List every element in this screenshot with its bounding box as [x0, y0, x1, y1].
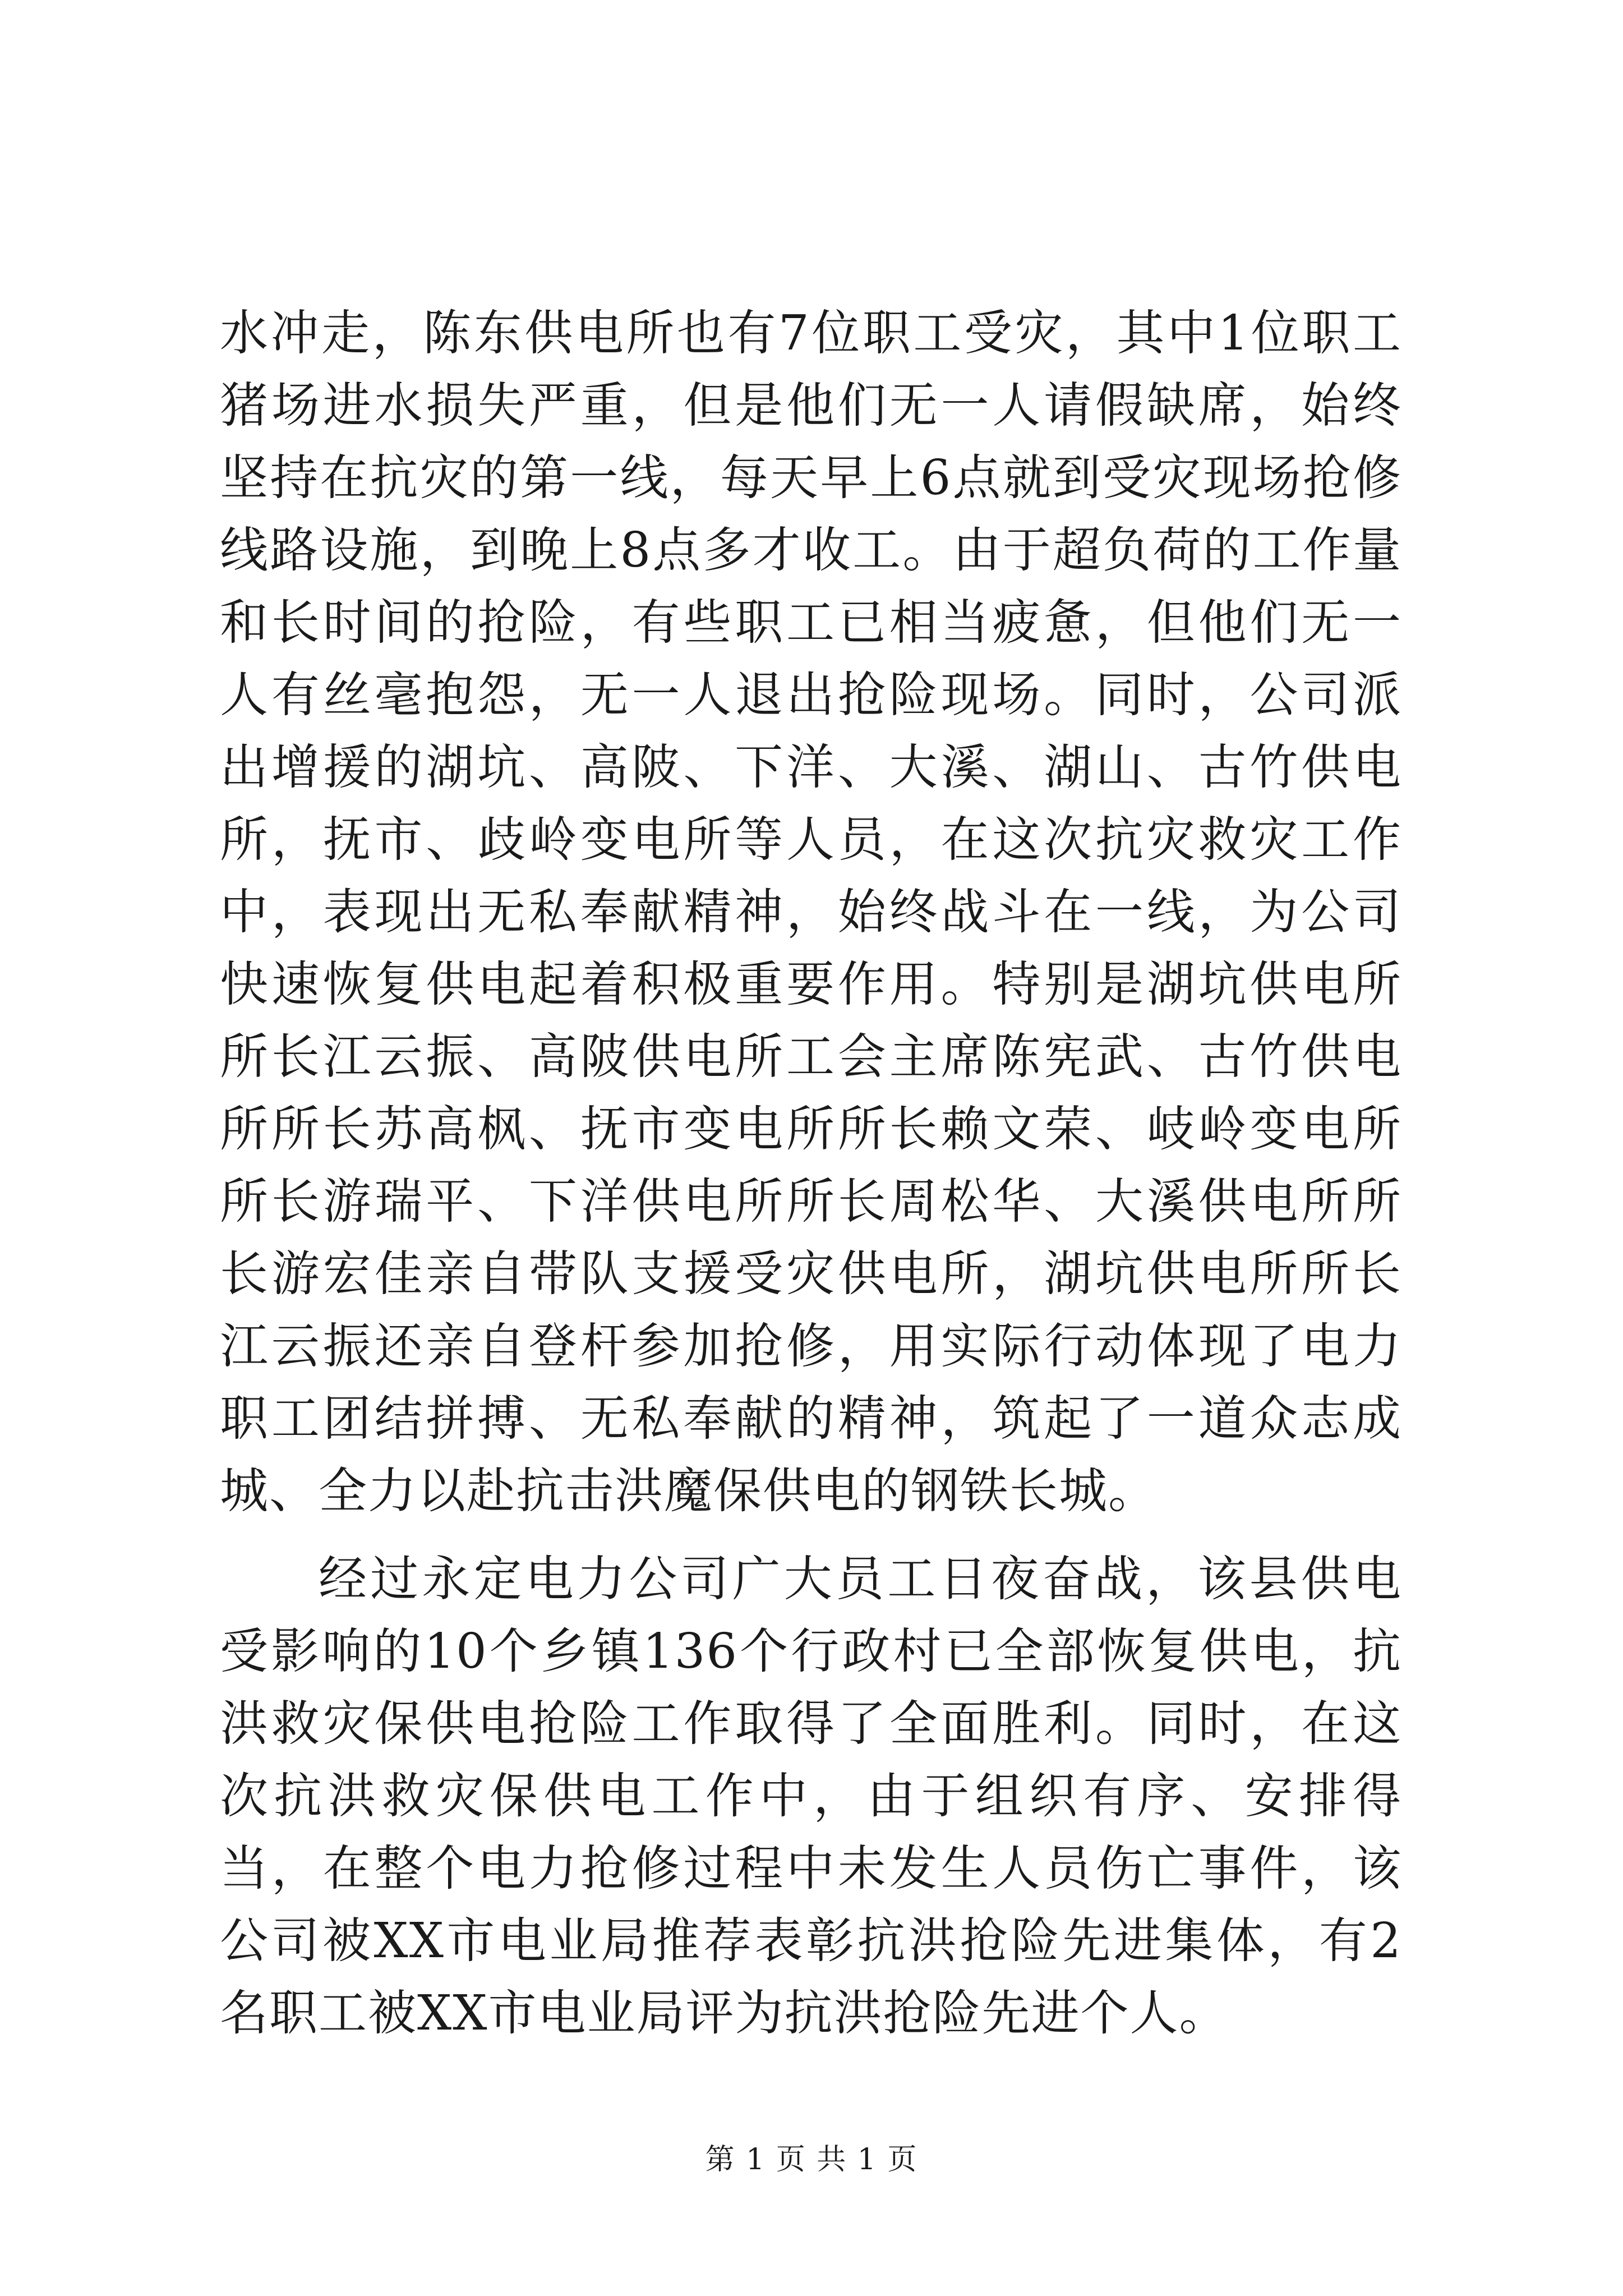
- paragraph-continuation: 水冲走，陈东供电所也有7位职工受灾，其中1位职工猪场进水损失严重，但是他们无一人请假缺席，始终坚持在抗灾的第一线，每天早上6点就到受灾现场抢修线路设施，到晚上8点多才收工。由于超负荷的工作量和长时间的抢险，有些职工已相当疲惫，但他们无一人有丝毫抱怨，无一人退出抢险现场。同时，公司派出增援的湖坑、高陂、下洋、大溪、湖山、古竹供电所，抚市、歧岭变电所等人员，在这次抗灾救灾工作中，表现出无私奉献精神，始终战斗在一线，为公司快速恢复供电起着积极重要作用。特别是湖坑供电所所长江云振、高陂供电所工会主席陈宪武、古竹供电所所长苏高枫、抚市变电所所长赖文荣、岐岭变电所所长游瑞平、下洋供电所所长周松华、大溪供电所所长游宏佳亲自带队支援受灾供电所，湖坑供电所所长江云振还亲自登杆参加抢修，用实际行动体现了电力职工团结拼搏、无私奉献的精神，筑起了一道众志成城、全力以赴抗击洪魔保供电的钢铁长城。: [220, 305, 1402, 1519]
- page-footer: 第 1 页 共 1 页: [705, 2143, 918, 2177]
- paragraph-result: 经过永定电力公司广大员工日夜奋战，该县供电受影响的10个乡镇136个行政村已全部恢复供电，抗洪救灾保供电抢险工作取得了全面胜利。同时，在这次抗洪救灾保供电工作中，由于组织有序、安排得当，在整个电力抢修过程中未发生人员伤亡事件，该公司被XX市电业局推荐表彰抗洪抢险先进集体，有2名职工被XX市电业局评为抗洪抢险先进个人。: [220, 1551, 1402, 2041]
- document-body: [220, 297, 1402, 2050]
